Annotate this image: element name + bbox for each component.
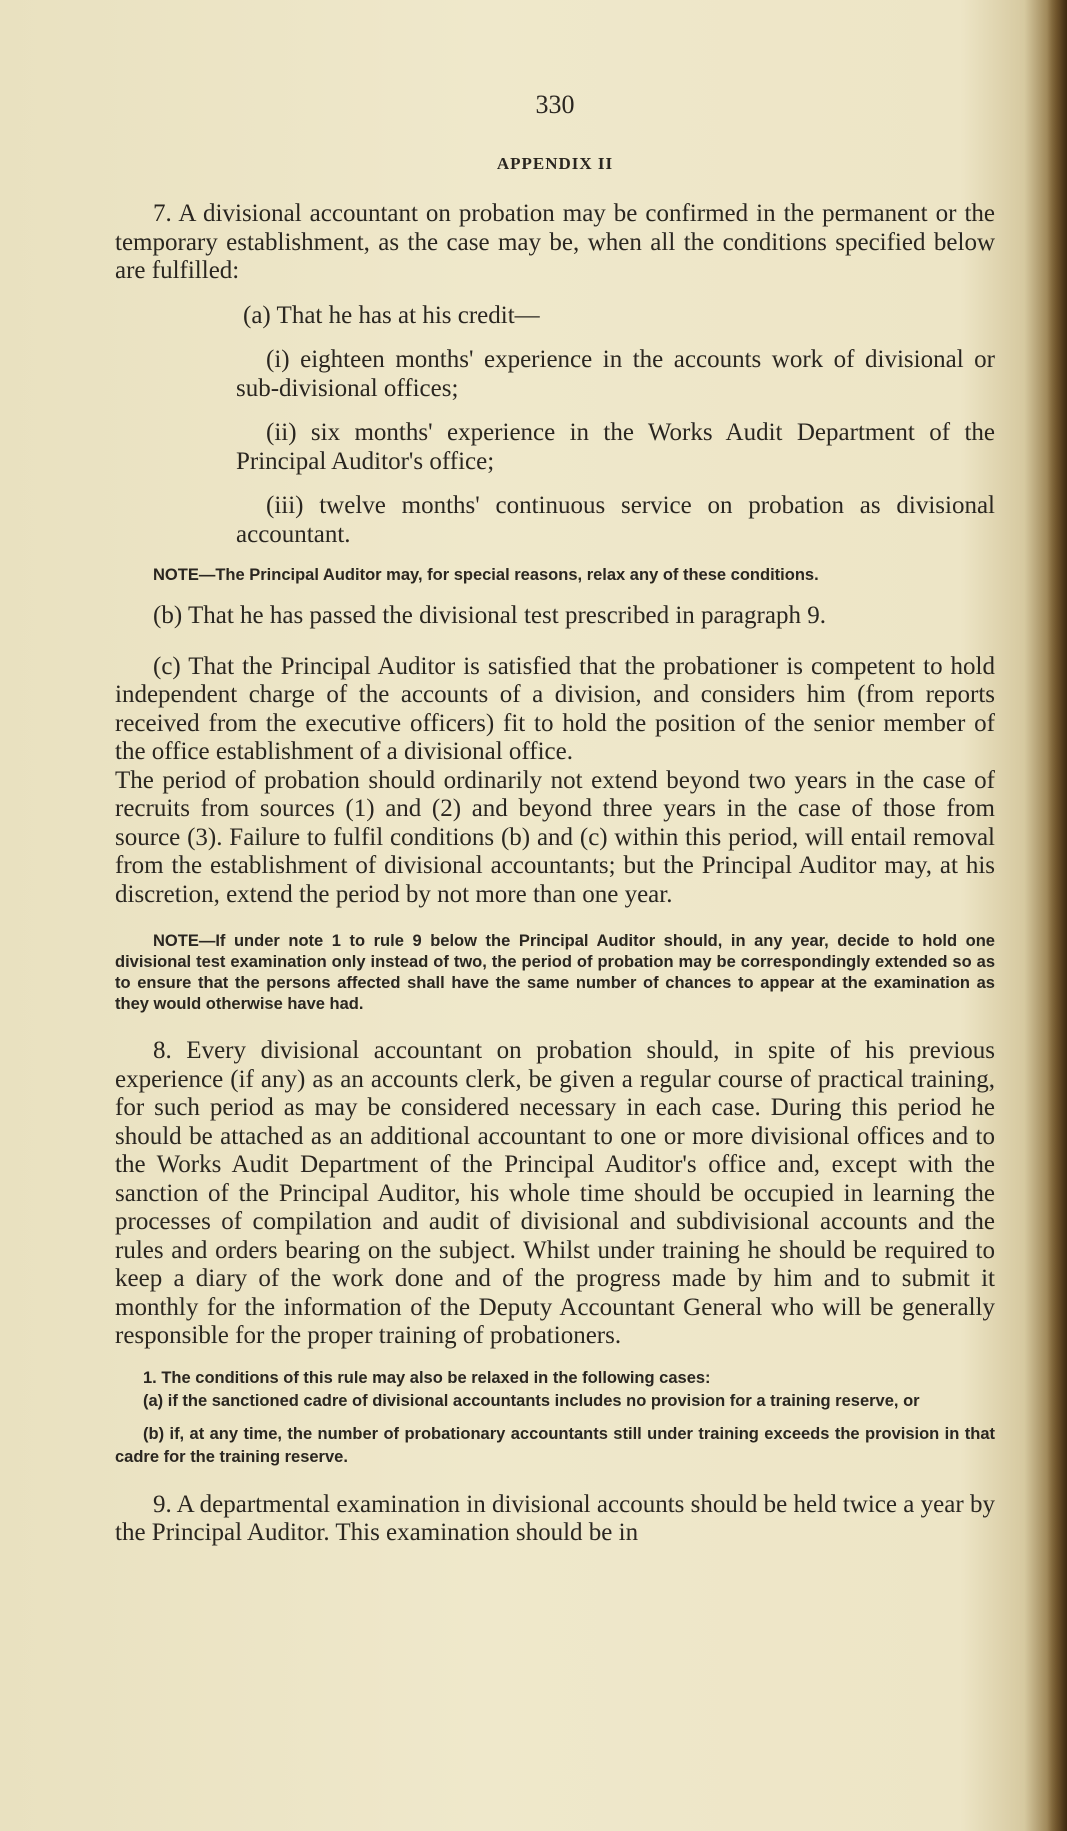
condition-a-ii: (ii) six months' experience in the Works Audit Department of the Principal Auditor's office; [236, 419, 995, 475]
paragraph-8: 8. Every divisional accountant on probation should, in spite of his previous experience (if any) as an accounts clerk, be given a regular course of practical training, for such period as may be considered necessary in each case. During this period he should be attached as an additional accountant to one or more divisional offices and to the Works Audit Department of the Principal Auditor's office and, except with the sanction of the Principal Auditor, his whole time should be occupied in learning the processes of compilation and audit of divisional and subdivisional accounts and the rules and orders bearing on the subject. Whilst under training he should be required to keep a diary of the work done and of the progress made by him and to submit it monthly for the information of the Deputy Accountant General who will be generally responsible for the proper training of probationers. [115, 1037, 995, 1349]
footnote-1-a: (a) if the sanctioned cadre of divisional accountants includes no provision for a training reserve, or [143, 1391, 920, 1410]
page-number: 330 [535, 90, 575, 119]
condition-a-iii: (iii) twelve months' continuous service on probation as divisional accountant. [236, 492, 995, 548]
appendix-heading: APPENDIX II [496, 154, 614, 173]
footnote-1-b: (b) if, at any time, the number of probationary accountants still under training exceeds the provision in that cadre for the training reserve. [115, 1424, 995, 1466]
condition-b: (b) That he has passed the divisional test prescribed in paragraph 9. [153, 602, 826, 629]
paragraph-7-intro: 7. A divisional accountant on probation may be confirmed in the permanent or the temporary establishment, as the case may be, when all the conditions specified below are fulfilled: [115, 200, 995, 284]
document-body [115, 90, 995, 1548]
paragraph-9: 9. A departmental examination in divisional accounts should be held twice a year by the Principal Auditor. This examination should be in [115, 1490, 995, 1546]
note-probation-extension: NOTE—If under note 1 to rule 9 below the Principal Auditor should, in any year, decide to hold one divisional test examination only instead of two, the period of probation may be correspondingly extended so as to ensure that the persons affected shall have the same number of chances to appear at the examination as they would otherwise have had. [115, 932, 995, 1013]
condition-a-i: (i) eighteen months' experience in the accounts work of divisional or sub-divisional offices; [236, 346, 995, 402]
probation-period-paragraph: The period of probation should ordinarily not extend beyond two years in the case of recruits from sources (1) and (2) and beyond three years in the case of those from source (3). Failure to fulfil conditions (b) and (c) within this period, will entail removal from the establishment of divisional accountants; but the Principal Auditor may, at his discretion, extend the period by not more than one year. [115, 766, 995, 908]
page-edge-shadow [1047, 0, 1067, 1831]
condition-c: (c) That the Principal Auditor is satisfied that the probationer is competent to hold independent charge of the accounts of a division, and considers him (from reports received from the executive officers) fit to hold the position of the senior member of the office establishment of a divisional office. [115, 652, 995, 765]
condition-a: (a) That he has at his credit— [243, 301, 540, 329]
note-relax-conditions: NOTE—The Principal Auditor may, for special reasons, relax any of these conditions. [153, 566, 819, 584]
footnote-1: 1. The conditions of this rule may also be relaxed in the following cases: [143, 1368, 711, 1387]
